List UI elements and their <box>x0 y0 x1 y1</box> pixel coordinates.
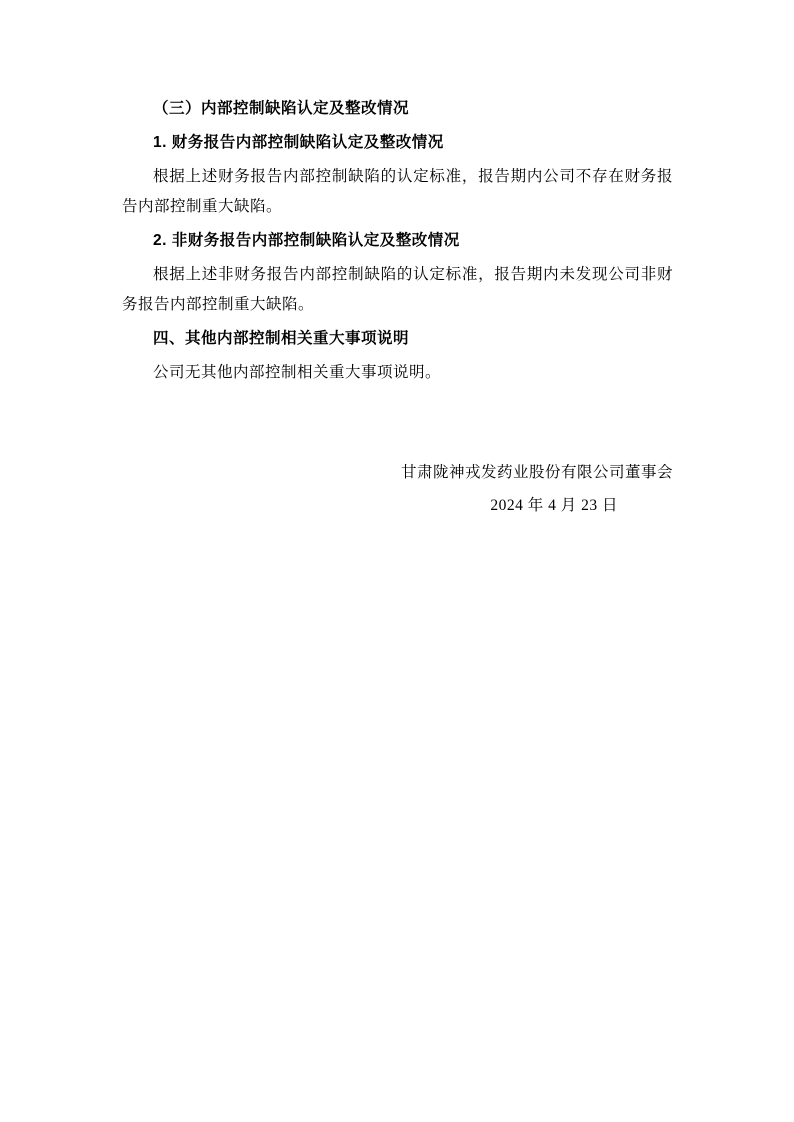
signature-block <box>122 456 673 522</box>
signature-date: 2024 年 4 月 23 日 <box>490 497 618 514</box>
signature-company-name: 甘肃陇神戎发药业股份有限公司董事会 <box>400 464 673 481</box>
section-heading-other-matters: 四、其他内部控制相关重大事项说明 <box>153 330 410 347</box>
paragraph-financial-report-defects: 根据上述财务报告内部控制缺陷的认定标准，报告期内公司不存在财务报告内部控制重大缺陷。 <box>122 168 673 215</box>
subheading-nonfinancial-report-defects: 2. 非财务报告内部控制缺陷认定及整改情况 <box>153 232 460 249</box>
paragraph-nonfinancial-report-defects: 根据上述非财务报告内部控制缺陷的认定标准，报告期内未发现公司非财务报告内部控制重大缺陷。 <box>122 266 673 313</box>
subheading-financial-report-defects: 1. 财务报告内部控制缺陷认定及整改情况 <box>153 134 444 151</box>
paragraph-other-matters: 公司无其他内部控制相关重大事项说明。 <box>153 364 442 381</box>
section-heading-control-defects: （三）内部控制缺陷认定及整改情况 <box>153 100 410 117</box>
